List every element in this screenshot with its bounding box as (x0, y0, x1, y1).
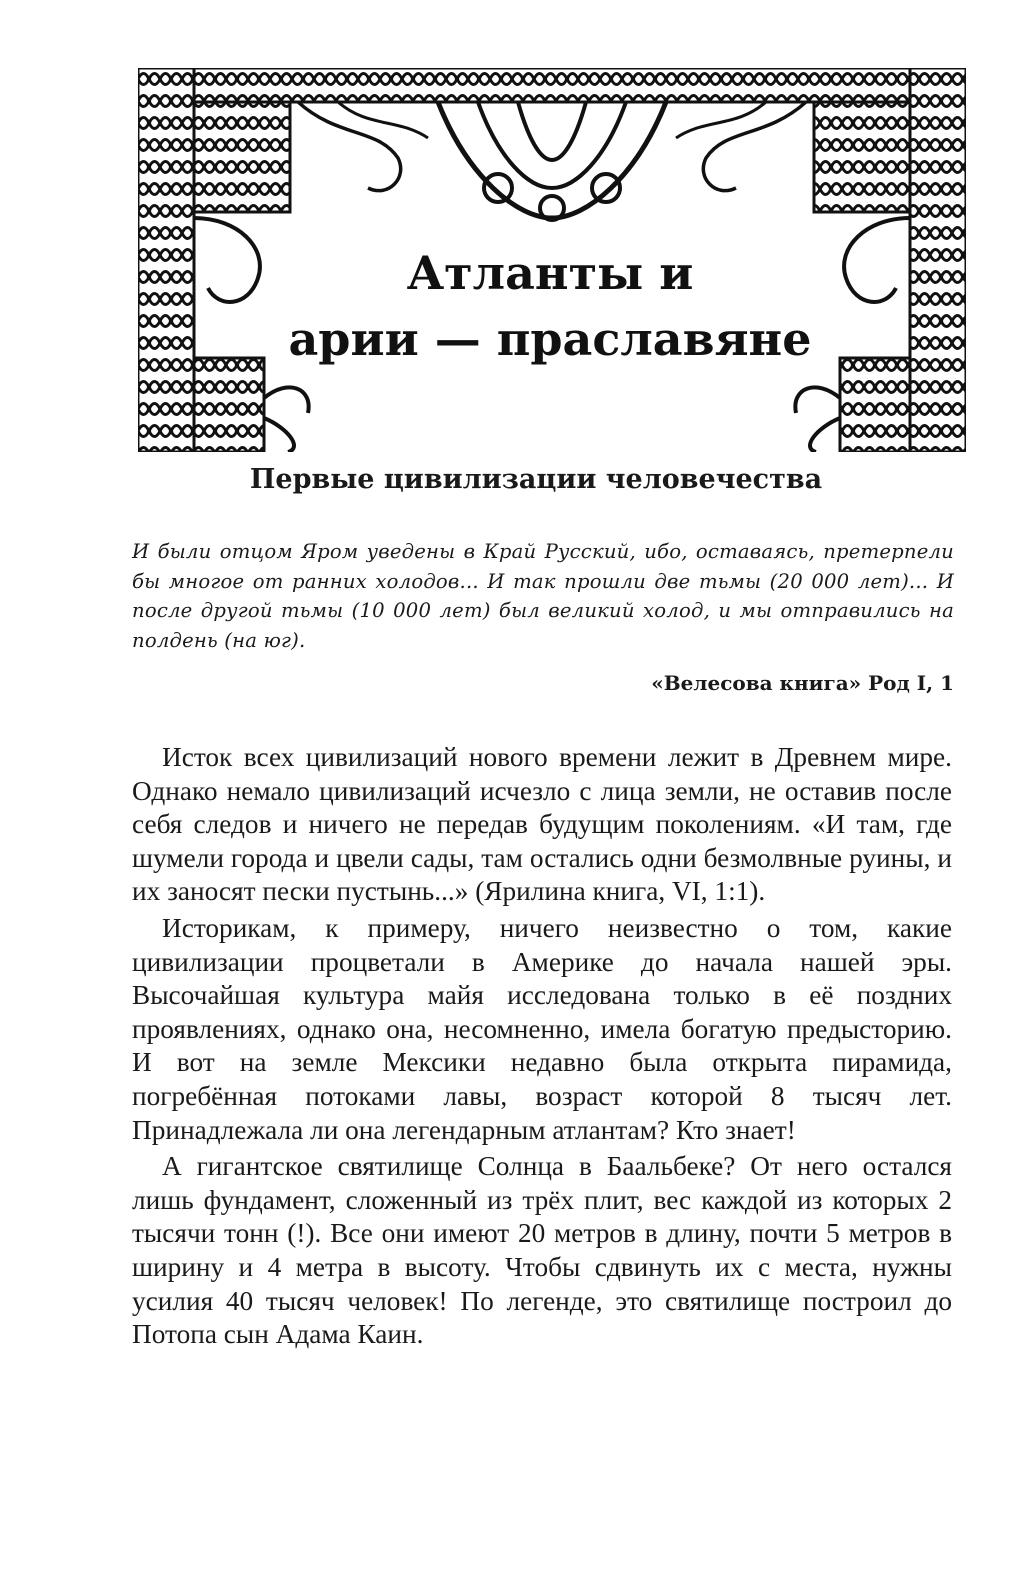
paragraph: Историкам, к примеру, ничего неизвестно о том, какие цивилизации процветали в Америке до начала нашей эры. Высочайшая культура майя исследована только в её поздних проявлениях, однако она, несомненно, имела богатую предысторию. И вот на земле Мексики недавно была открыта пирамида, погребённая потоками лавы, возраст которой 8 тысяч лет. Принадлежала ли она легендарным атлантам? Кто знает! (132, 912, 952, 1145)
section-title: Первые цивилизации человечества (249, 464, 823, 495)
chapter-title (250, 240, 850, 372)
body-text (132, 741, 952, 1355)
epigraph: И были отцом Яром уведены в Край Русский, ибо, оставаясь, претерпели бы многое от ранних холодов... И так прошли две тьмы (20 000 лет)... И после другой тьмы (10 000 лет) был великий холод, и мы отправились на полдень (на юг). (132, 540, 954, 652)
paragraph: А гигантское святилище Солнца в Баальбеке? От него остался лишь фундамент, сложенный из трёх плит, вес каждой из которых 2 тысячи тонн (!). Все они имеют 20 метров в длину, почти 5 метров в ширину и 4 метра в высоту. Чтобы сдвинуть их с места, нужны усилия 40 тысяч человек! По легенде, это святилище построил до Потопа сын Адама Каин. (132, 1151, 952, 1350)
paragraph: Исток всех цивилизаций нового времени лежит в Древнем мире. Однако немало цивилизаций исчезло с лица земли, не оставив после себя следов и ничего не передав будущим поколениям. «И там, где шумели города и цвели сады, там остались одни безмолвные руины, и их заносят пески пустынь...» (Ярилина книга, VI, 1:1). (132, 742, 952, 907)
chapter-title-line-1: Атланты и (406, 246, 694, 300)
chapter-title-line-2: арии — праславяне (288, 312, 812, 366)
epigraph-source: «Велесова книга» Род I, 1 (651, 671, 954, 695)
